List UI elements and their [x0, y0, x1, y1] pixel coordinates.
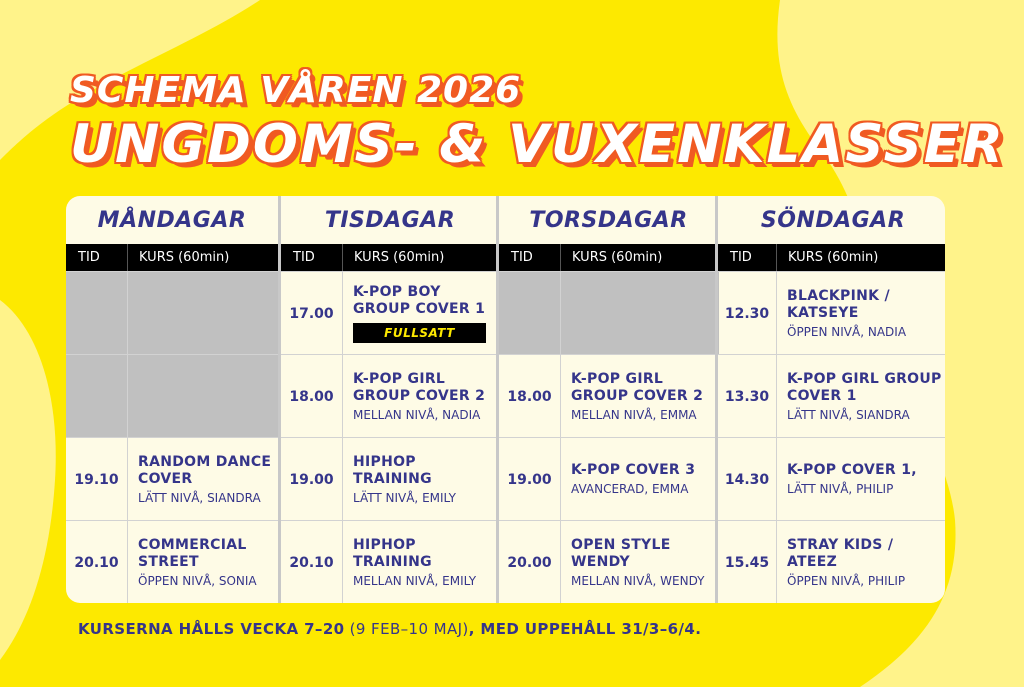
schedule-subtitle: SCHEMA VÅREN 2026 — [70, 70, 522, 111]
class-level-teacher: LÄTT NIVÅ, SIANDRA — [787, 407, 910, 422]
class-level-teacher: AVANCERAD, EMMA — [571, 482, 689, 496]
column-header — [281, 244, 499, 271]
class-info — [560, 438, 719, 521]
class-time — [66, 355, 127, 438]
class-slot — [281, 437, 499, 521]
class-time: 19.00 — [507, 471, 552, 488]
day-column — [496, 196, 718, 603]
class-info — [127, 521, 279, 603]
day-name: SÖNDAGAR — [760, 207, 906, 233]
column-header — [718, 244, 945, 271]
class-time: 19.00 — [289, 471, 334, 488]
header-time: TID — [730, 250, 752, 265]
class-name: HIPHOP TRAINING — [353, 453, 432, 487]
class-info — [560, 272, 719, 355]
day-name: TORSDAGAR — [529, 207, 688, 233]
class-info — [127, 438, 279, 521]
class-time: 20.10 — [289, 554, 334, 571]
header-course: KURS (60min) — [139, 250, 230, 265]
header-divider — [127, 244, 128, 271]
class-level-teacher: ÖPPEN NIVÅ, SONIA — [138, 573, 257, 588]
day-column — [66, 196, 278, 603]
class-time: 19.10 — [74, 471, 119, 488]
column-header — [499, 244, 718, 271]
class-name: K-POP GIRL GROUP COVER 2 — [571, 370, 704, 404]
header-time: TID — [78, 250, 100, 265]
class-slot — [718, 520, 945, 603]
footer-weeks: KURSERNA HÅLLS VECKA 7–20 — [78, 620, 345, 638]
class-name: BLACKPINK / KATSEYE — [787, 287, 890, 321]
class-name: HIPHOP TRAINING — [353, 536, 432, 570]
class-level-teacher: MELLAN NIVÅ, EMMA — [571, 407, 697, 422]
class-time: 20.00 — [507, 554, 552, 571]
class-slot — [281, 271, 499, 355]
class-time: 14.30 — [724, 471, 770, 488]
class-info — [342, 272, 500, 355]
class-level-teacher: LÄTT NIVÅ, PHILIP — [787, 482, 894, 496]
class-slot — [718, 354, 945, 438]
class-info — [127, 355, 279, 438]
class-slot — [718, 271, 945, 355]
class-slot — [66, 520, 278, 603]
header-course: KURS (60min) — [354, 250, 445, 265]
header-course: KURS (60min) — [788, 250, 879, 265]
empty-slot — [66, 354, 278, 438]
course-period-note — [78, 620, 701, 638]
class-level-teacher: MELLAN NIVÅ, EMILY — [353, 573, 477, 588]
class-time: 13.30 — [724, 388, 770, 405]
class-time: 18.00 — [507, 388, 552, 405]
schedule-table — [66, 196, 945, 603]
class-time: 12.30 — [724, 305, 770, 322]
schedule-grid — [66, 196, 945, 603]
day-column — [278, 196, 499, 603]
class-level-teacher: MELLAN NIVÅ, NADIA — [353, 407, 481, 422]
header-time: TID — [293, 250, 315, 265]
class-slot — [66, 437, 278, 521]
day-name: MÅNDAGAR — [97, 207, 247, 233]
class-name: RANDOM DANCE COVER — [138, 453, 272, 487]
class-slot — [499, 354, 718, 438]
footer-dates: (9 FEB–10 MAJ) — [344, 620, 469, 638]
class-info — [776, 438, 945, 521]
class-slot — [499, 520, 718, 603]
class-time — [66, 272, 127, 355]
header-course: KURS (60min) — [572, 250, 663, 265]
day-column — [715, 196, 945, 603]
header-time: TID — [511, 250, 533, 265]
bg-blob-left — [0, 300, 56, 660]
class-info — [776, 521, 945, 603]
class-info — [127, 272, 279, 355]
header-divider — [560, 244, 561, 271]
empty-slot — [66, 271, 278, 355]
class-level-teacher: LÄTT NIVÅ, EMILY — [353, 490, 456, 505]
class-name: OPEN STYLE WENDY — [571, 536, 671, 570]
class-info — [560, 521, 719, 603]
class-slot — [281, 520, 499, 603]
class-name: K-POP COVER 3 — [571, 462, 696, 478]
class-time: 18.00 — [289, 388, 334, 405]
class-info — [776, 355, 945, 438]
class-name: STRAY KIDS / ATEEZ — [787, 536, 894, 570]
schedule-title: UNGDOMS- & VUXENKLASSER — [70, 114, 1005, 175]
class-time: 20.10 — [74, 554, 119, 571]
day-name: TISDAGAR — [324, 207, 456, 233]
class-info — [342, 521, 500, 603]
class-level-teacher: LÄTT NIVÅ, SIANDRA — [138, 490, 261, 505]
class-level-teacher: ÖPPEN NIVÅ, PHILIP — [787, 573, 906, 588]
class-name: K-POP GIRL GROUP COVER 2 — [353, 370, 486, 404]
fully-booked-badge: FULLSATT — [353, 323, 486, 343]
class-time — [499, 272, 560, 355]
class-name: K-POP BOY GROUP COVER 1 — [353, 284, 486, 317]
class-name: COMMERCIAL STREET — [138, 536, 247, 570]
class-slot — [499, 437, 718, 521]
header-divider — [776, 244, 777, 271]
class-slot — [281, 354, 499, 438]
class-level-teacher: MELLAN NIVÅ, WENDY — [571, 573, 705, 588]
header-divider — [342, 244, 343, 271]
class-level-teacher: ÖPPEN NIVÅ, NADIA — [787, 324, 907, 339]
class-info — [342, 438, 500, 521]
class-name: K-POP COVER 1, — [787, 462, 917, 478]
class-time: 17.00 — [289, 305, 334, 322]
class-time: 15.45 — [724, 554, 770, 571]
empty-slot — [499, 271, 718, 355]
class-slot — [718, 437, 945, 521]
class-info — [776, 272, 945, 355]
footer-break: , MED UPPEHÅLL 31/3–6/4. — [468, 620, 702, 638]
class-info — [560, 355, 719, 438]
class-name: K-POP GIRL GROUP COVER 1 — [787, 370, 942, 404]
column-header — [66, 244, 278, 271]
class-info — [342, 355, 500, 438]
